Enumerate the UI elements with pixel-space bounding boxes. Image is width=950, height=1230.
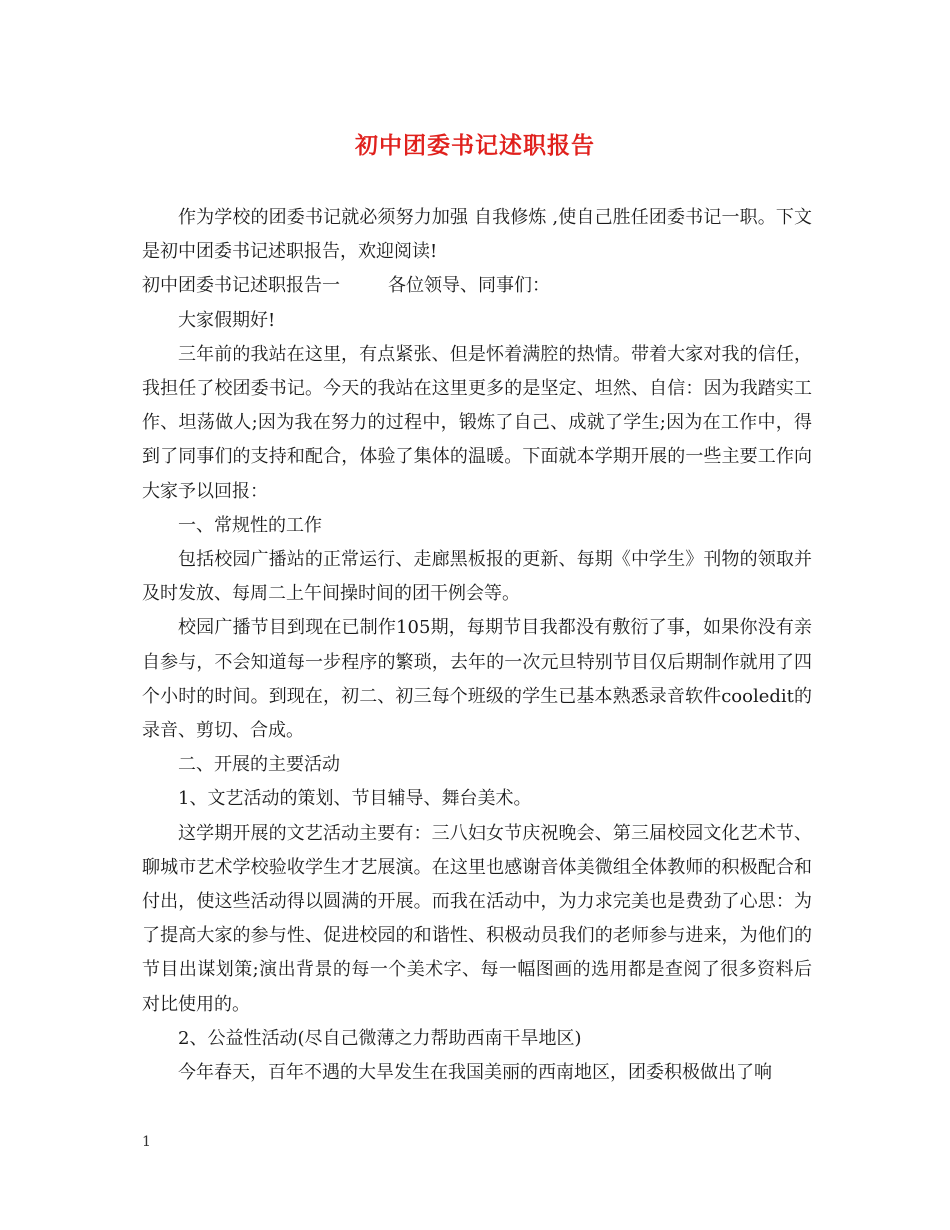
page-number: 1 — [142, 1134, 151, 1150]
body-paragraph: 包括校园广播站的正常运行、走廊黑板报的更新、每期《中学生》刊物的领取并及时发放、每周二上午间操时间的团干例会等。 — [142, 549, 812, 605]
body-paragraph: 三年前的我站在这里，有点紧张、但是怀着满腔的热情。带着大家对我的信任，我担任了校团委书记。今天的我站在这里更多的是坚定、坦然、自信：因为我踏实工作、坦荡做人;因为我在努力的过程中，锻炼了自己、成就了学生;因为在工作中，得到了同事们的支持和配合，体验了集体的温暖。下面就本学期开展的一些主要工作向大家予以回报： — [142, 343, 812, 502]
subsection-heading: 2、公益性活动(尽自己微薄之力帮助西南干旱地区) — [178, 1027, 582, 1049]
report-label: 初中团委书记述职报告一 — [142, 275, 340, 297]
body-paragraph: 校园广播节目到现在已制作105期，每期节目我都没有敷衍了事，如果你没有亲自参与，不会知道每一步程序的繁琐，去年的一次元旦特别节目仅后期制作就用了四个小时的时间。到现在，初二、初三每个班级的学生已基本熟悉录音软件cooledit的录音、剪切、合成。 — [142, 617, 812, 742]
intro-paragraph: 作为学校的团委书记就必须努力加强 自我修炼 ,使自己胜任团委书记一职。下文是初中团委书记述职报告，欢迎阅读! — [142, 207, 812, 263]
subsection-heading: 1、文艺活动的策划、节目辅导、舞台美术。 — [178, 788, 532, 810]
section-heading: 二、开展的主要活动 — [178, 754, 340, 776]
document-body — [142, 201, 812, 1090]
salutation: 各位领导、同事们： — [388, 275, 550, 297]
greeting-paragraph: 大家假期好! — [178, 309, 276, 331]
body-paragraph: 今年春天，百年不遇的大旱发生在我国美丽的西南地区，团委积极做出了响 — [178, 1062, 772, 1084]
body-paragraph: 这学期开展的文艺活动主要有：三八妇女节庆祝晚会、第三届校园文化艺术节、聊城市艺术学校验收学生才艺展演。在这里也感谢音体美微组全体教师的积极配合和付出，使这些活动得以圆满的开展。而我在活动中，为力求完美也是费劲了心思：为了提高大家的参与性、促进校园的和谐性、积极动员我们的老师参与进来，为他们的节目出谋划策;演出背景的每一个美术字、每一幅图画的选用都是查阅了很多资料后对比使用的。 — [142, 822, 812, 1015]
document-title: 初中团委书记述职报告 — [355, 132, 595, 159]
section-heading: 一、常规性的工作 — [178, 514, 322, 536]
report-heading-row — [142, 269, 812, 303]
